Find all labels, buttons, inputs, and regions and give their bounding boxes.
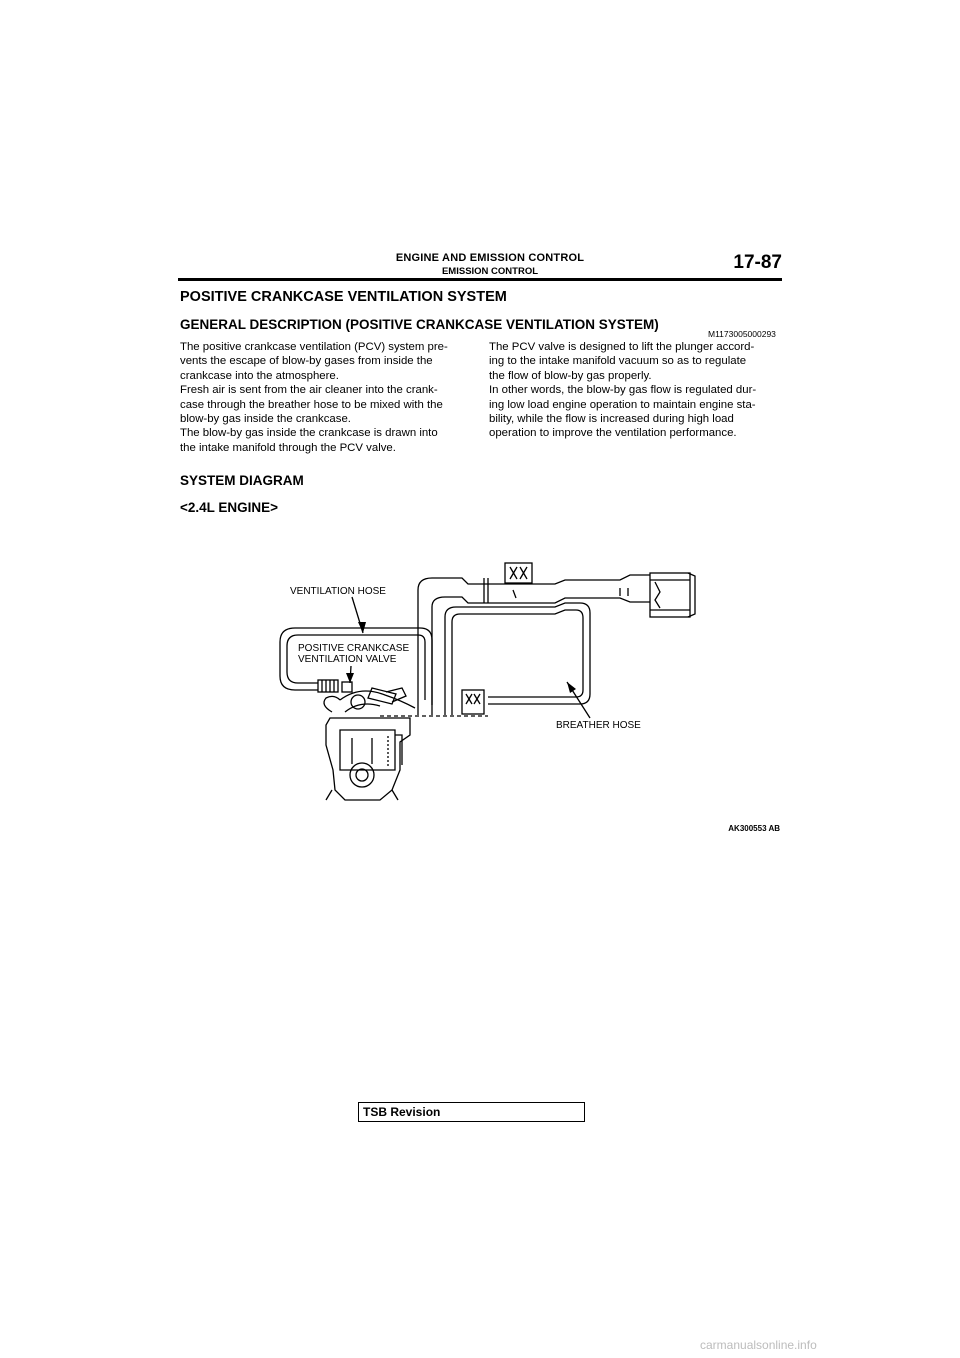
pcv-valve xyxy=(318,680,352,692)
throttle-body xyxy=(505,563,532,598)
air-cleaner xyxy=(650,573,695,617)
ventilation-hose xyxy=(280,628,432,705)
arrow-breather-hose xyxy=(567,682,576,693)
engine-variant-label: <2.4L ENGINE> xyxy=(180,500,279,515)
body-line: ing low load engine operation to maintain engine sta- xyxy=(489,398,756,411)
body-line: bility, while the flow is increased during high load xyxy=(489,413,734,426)
body-line: crankcase into the atmosphere. xyxy=(180,369,339,382)
header-subtitle: EMISSION CONTROL xyxy=(441,266,539,277)
body-line: operation to improve the ventilation performance. xyxy=(489,427,737,440)
cylinder-head xyxy=(340,688,488,716)
body-line: the flow of blow-by gas properly. xyxy=(489,369,652,382)
breather-hose xyxy=(445,603,590,715)
engine-block xyxy=(324,696,410,800)
body-line: In other words, the blow-by gas flow is regulated dur- xyxy=(489,384,757,397)
body-line: case through the breather hose to be mixed with the xyxy=(180,398,443,411)
body-line: The PCV valve is designed to lift the plunger accord- xyxy=(489,341,755,353)
callout-ventilation-hose: VENTILATION HOSE xyxy=(290,586,386,597)
body-line: The blow-by gas inside the crankcase is drawn into xyxy=(180,427,438,440)
page-number: 17-87 xyxy=(733,252,782,273)
intake-duct xyxy=(418,575,650,715)
callout-pcv-valve-line1: POSITIVE CRANKCASE xyxy=(298,643,410,654)
callout-breather-hose: BREATHER HOSE xyxy=(556,720,641,731)
section-subtitle: GENERAL DESCRIPTION (POSITIVE CRANKCASE VENTILATION SYSTEM) xyxy=(180,317,659,332)
diagram-heading: SYSTEM DIAGRAM xyxy=(180,473,304,488)
figure-id: AK300553 AB xyxy=(728,824,780,833)
callout-pcv-valve-line2: VENTILATION VALVE xyxy=(298,654,397,665)
section-title: POSITIVE CRANKCASE VENTILATION SYSTEM xyxy=(180,289,507,305)
body-line: The positive crankcase ventilation (PCV) system pre- xyxy=(180,341,448,353)
document-id: M1173005000293 xyxy=(708,329,776,339)
body-line: vents the escape of blow-by gases from inside the xyxy=(180,355,433,368)
body-line: the intake manifold through the PCV valve. xyxy=(180,441,396,454)
watermark: carmanualsonline.info xyxy=(700,1338,817,1352)
body-line: Fresh air is sent from the air cleaner into the crank- xyxy=(180,384,438,397)
header-title: ENGINE AND EMISSION CONTROL xyxy=(395,252,585,264)
body-line: ing to the intake manifold vacuum so as to regulate xyxy=(489,355,747,368)
tsb-revision-box xyxy=(358,1102,585,1122)
tsb-revision-label: TSB Revision xyxy=(363,1105,441,1119)
body-line: blow-by gas inside the crankcase. xyxy=(180,413,351,426)
